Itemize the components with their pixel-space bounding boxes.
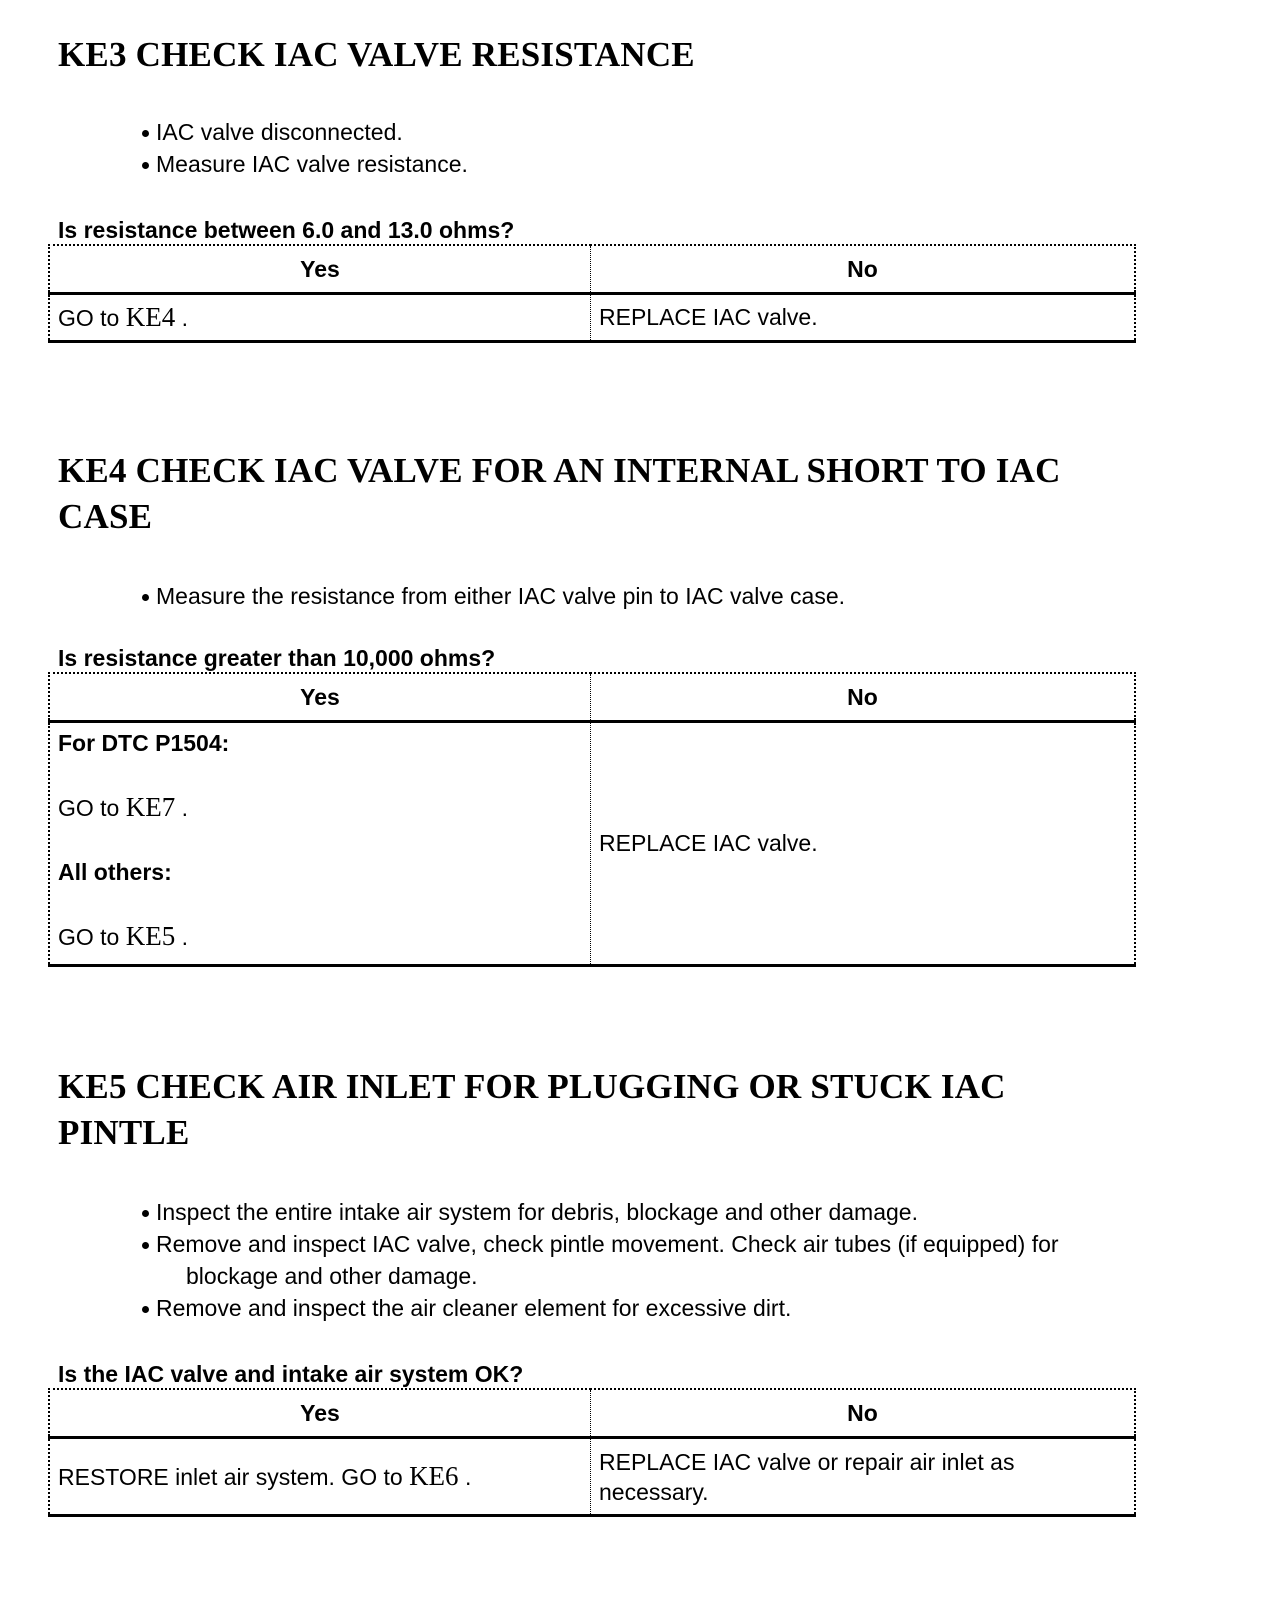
ke3-answer-table xyxy=(48,244,1136,343)
ke3-no-cell: REPLACE IAC valve. xyxy=(591,294,1136,342)
ke5-yes-header: Yes xyxy=(49,1389,591,1438)
ke5-answer-table xyxy=(48,1388,1136,1517)
ke5-yes-prefix: RESTORE inlet air system. GO to xyxy=(58,1464,403,1490)
ke4-step-1: Measure the resistance from either IAC valve pin to IAC valve case. xyxy=(140,580,1238,612)
ke4-yes-line2 xyxy=(58,920,582,953)
ke4-yes-line1 xyxy=(58,791,582,824)
ke4-question: Is resistance greater than 10,000 ohms? xyxy=(58,645,496,671)
ke4-yes-prefix1: GO to xyxy=(58,795,120,821)
ke3-yes-suffix: . xyxy=(181,305,189,331)
ke3-step-list xyxy=(58,116,1238,180)
ke5-no-line1: REPLACE IAC valve or repair air inlet as xyxy=(599,1448,1015,1475)
ke3-question: Is resistance between 6.0 and 13.0 ohms? xyxy=(58,217,515,243)
ke4-yes-suffix2: . xyxy=(181,924,189,950)
ke4-no-cell: REPLACE IAC valve. xyxy=(591,722,1136,966)
ke4-yes-prefix2: GO to xyxy=(58,924,120,950)
ke5-step-list xyxy=(58,1196,1238,1324)
ke4-yes-link-ke7[interactable]: KE7 xyxy=(125,792,176,822)
ke5-step-2-line1: Remove and inspect IAC valve, check pintle movement. Check air tubes (if equipped) for xyxy=(156,1231,1059,1257)
ke5-no-cell xyxy=(591,1438,1136,1516)
ke4-yes-cell xyxy=(49,722,591,966)
section-ke4 xyxy=(58,448,1238,967)
ke5-title xyxy=(58,1064,1238,1156)
ke4-yes-header: Yes xyxy=(49,673,591,722)
section-ke3 xyxy=(58,32,1238,343)
ke4-yes-link-ke5[interactable]: KE5 xyxy=(125,921,176,951)
ke3-title: KE3 CHECK IAC VALVE RESISTANCE xyxy=(58,35,695,74)
ke4-answer-table xyxy=(48,672,1136,967)
ke5-step-1: Inspect the entire intake air system for debris, blockage and other damage. xyxy=(140,1196,1238,1228)
ke5-title-line1: KE5 CHECK AIR INLET FOR PLUGGING OR STUCK IAC xyxy=(58,1067,1006,1106)
ke3-yes-header: Yes xyxy=(49,245,591,294)
ke5-step-2 xyxy=(140,1228,1238,1292)
ke3-yes-cell xyxy=(49,294,591,342)
ke4-yes-suffix1: . xyxy=(181,795,189,821)
ke3-yes-prefix: GO to xyxy=(58,305,120,331)
ke4-yes-sub1: For DTC P1504: xyxy=(58,730,230,756)
ke5-yes-cell xyxy=(49,1438,591,1516)
ke5-title-line2: PINTLE xyxy=(58,1113,190,1152)
ke4-step-list xyxy=(58,580,1238,612)
ke4-yes-sub2: All others: xyxy=(58,859,172,885)
ke3-step-1: IAC valve disconnected. xyxy=(140,116,1238,148)
ke5-step-3: Remove and inspect the air cleaner element for excessive dirt. xyxy=(140,1292,1238,1324)
ke3-yes-link-ke4[interactable]: KE4 xyxy=(125,302,176,332)
ke4-title-line2: CASE xyxy=(58,497,153,536)
ke5-no-line2: necessary. xyxy=(599,1478,709,1505)
ke5-yes-suffix: . xyxy=(464,1464,472,1490)
ke5-yes-link-ke6[interactable]: KE6 xyxy=(409,1461,459,1491)
ke3-step-2: Measure IAC valve resistance. xyxy=(140,148,1238,180)
ke5-step-2-line2: blockage and other damage. xyxy=(186,1263,478,1289)
ke5-question: Is the IAC valve and intake air system OK? xyxy=(58,1361,524,1387)
ke4-title xyxy=(58,448,1238,540)
section-ke5 xyxy=(58,1064,1238,1517)
ke5-no-header: No xyxy=(591,1389,1136,1438)
ke4-no-header: No xyxy=(591,673,1136,722)
ke3-no-header: No xyxy=(591,245,1136,294)
ke4-title-line1: KE4 CHECK IAC VALVE FOR AN INTERNAL SHORT TO IAC xyxy=(58,451,1061,490)
